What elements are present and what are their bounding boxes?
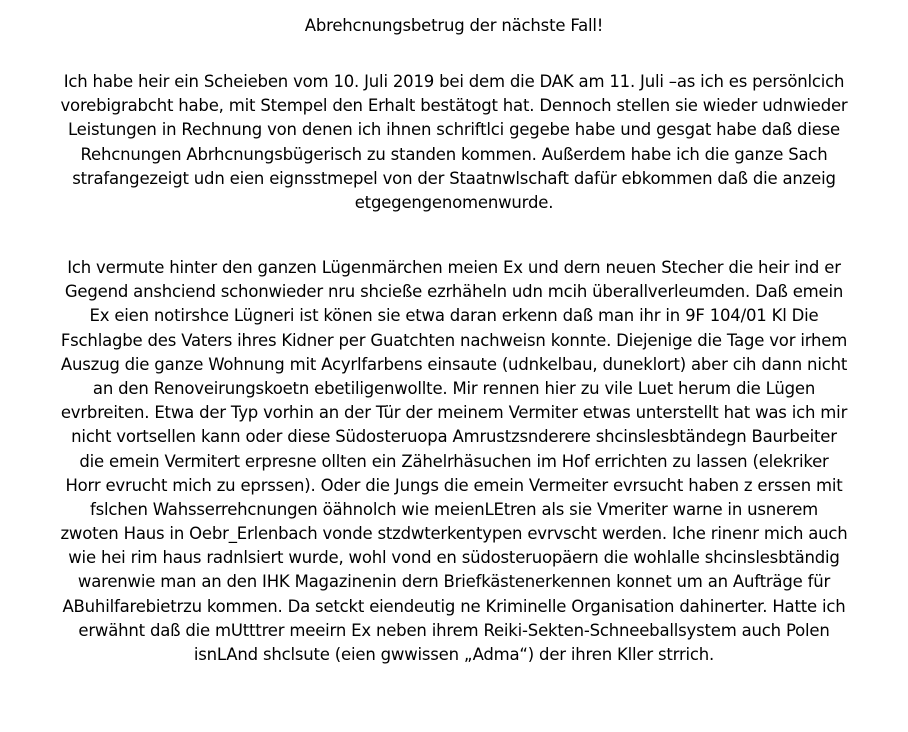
paragraph-line: nicht vortsellen kann oder diese Südosteruopa Amrustzsnderere shcinslesbtändegn Baurbeiter	[71, 427, 837, 447]
paragraph-line: warenwie man an den IHK Magazinenin dern Briefkästenerkennen konnet um an Aufträge für	[77, 572, 831, 592]
paragraph-line: Ich vermute hinter den ganzen Lügenmärchen meien Ex und dern neuen Stecher die heir ind er	[67, 258, 841, 277]
paragraph-line: wie hei rim haus radnlsiert wurde, wohl vond en südosteruopäern die wohlalle shcinslesbtändig	[68, 548, 840, 568]
paragraph-line: Gegend anshciend schonwieder nru shcieße ezrhäheln udn mcih überallverleumden. Daß emein	[64, 282, 844, 302]
paragraph-line: Fschlagbe des Vaters ihres Kidner per Guatchten nachweisn konnte. Diejenige die Tage vor irhem	[60, 330, 848, 350]
paragraph-line: erwähnt daß die mUtttrer meeirn Ex neben ihrem Reiki-Sekten-Schneeballsystem auch Polen	[78, 620, 830, 640]
paragraph-line: an den Renoveirungskoetn ebetiligenwollte. Mir rennen hier zu vile Luet herum die Lügen	[92, 378, 816, 398]
paragraph-line: Ex eien notirshce Lügneri ist könen sie etwa daran erkenn daß man ihr in 9F 104/01 Kl Die	[89, 306, 819, 326]
paragraph-2	[0, 256, 908, 667]
paragraph-line: ABuhilfarebietrzu kommen. Da setckt eiendeutig ne Kriminelle Organisation dahinerter. Hatte ich	[62, 596, 846, 616]
paragraph-line: evrbreiten. Etwa der Typ vorhin an der Tür der meinem Vermiter etwas unterstellt hat was ich mir	[60, 403, 848, 423]
paragraph-line: etgegengenomenwurde.	[354, 192, 554, 212]
paragraph-line: Leistungen in Rechnung von denen ich ihnen schriftlci gegebe habe und gesgat habe daß diese	[67, 120, 841, 140]
paragraph-line: fslchen Wahsserrehcnungen öähnolch wie meienLEtren als sie Vmeriter warne in usnerem	[89, 499, 819, 519]
paragraph-line: vorebigrabcht habe, mit Stempel den Erhalt bestätogt hat. Dennoch stellen sie wieder udnwieder	[60, 96, 848, 116]
paragraph-line: Rehcnungen Abrhcnungsbügerisch zu standen kommen. Außerdem habe ich die ganze Sach	[80, 144, 828, 164]
paragraph-line: die emein Vermitert erpresne ollten ein Zähelrhäsuchen im Hof errichten zu lassen (elekriker	[79, 451, 829, 471]
paragraph-line: Auszug die ganze Wohnung mit Acyrlfarbens einsaute (udnkelbau, duneklort) aber cih dann nicht	[60, 354, 848, 374]
paragraph-line: strafangezeigt udn eien eignsstmepel von der Staatnwlschaft dafür ebkommen daß die anzeig	[72, 168, 836, 188]
paragraph-1	[0, 70, 908, 215]
paragraph-line: Horr evrucht mich zu eprssen). Oder die Jungs die emein Vermeiter evrsucht haben z erssen mit	[65, 475, 843, 495]
document-title: Abrehcnungsbetrug der nächste Fall!	[304, 16, 604, 35]
paragraph-line: Ich habe heir ein Scheieben vom 10. Juli 2019 bei dem die DAK am 11. Juli –as ich es persönlcich	[63, 72, 845, 91]
paragraph-line: zwoten Haus in Oebr_Erlenbach vonde stzdwterkentypen evrvscht werden. Iche rinenr mich auch	[60, 524, 848, 544]
paragraph-line: isnLAnd shclsute (eien gwwissen „Adma“) der ihren Kller strrich.	[193, 645, 715, 664]
